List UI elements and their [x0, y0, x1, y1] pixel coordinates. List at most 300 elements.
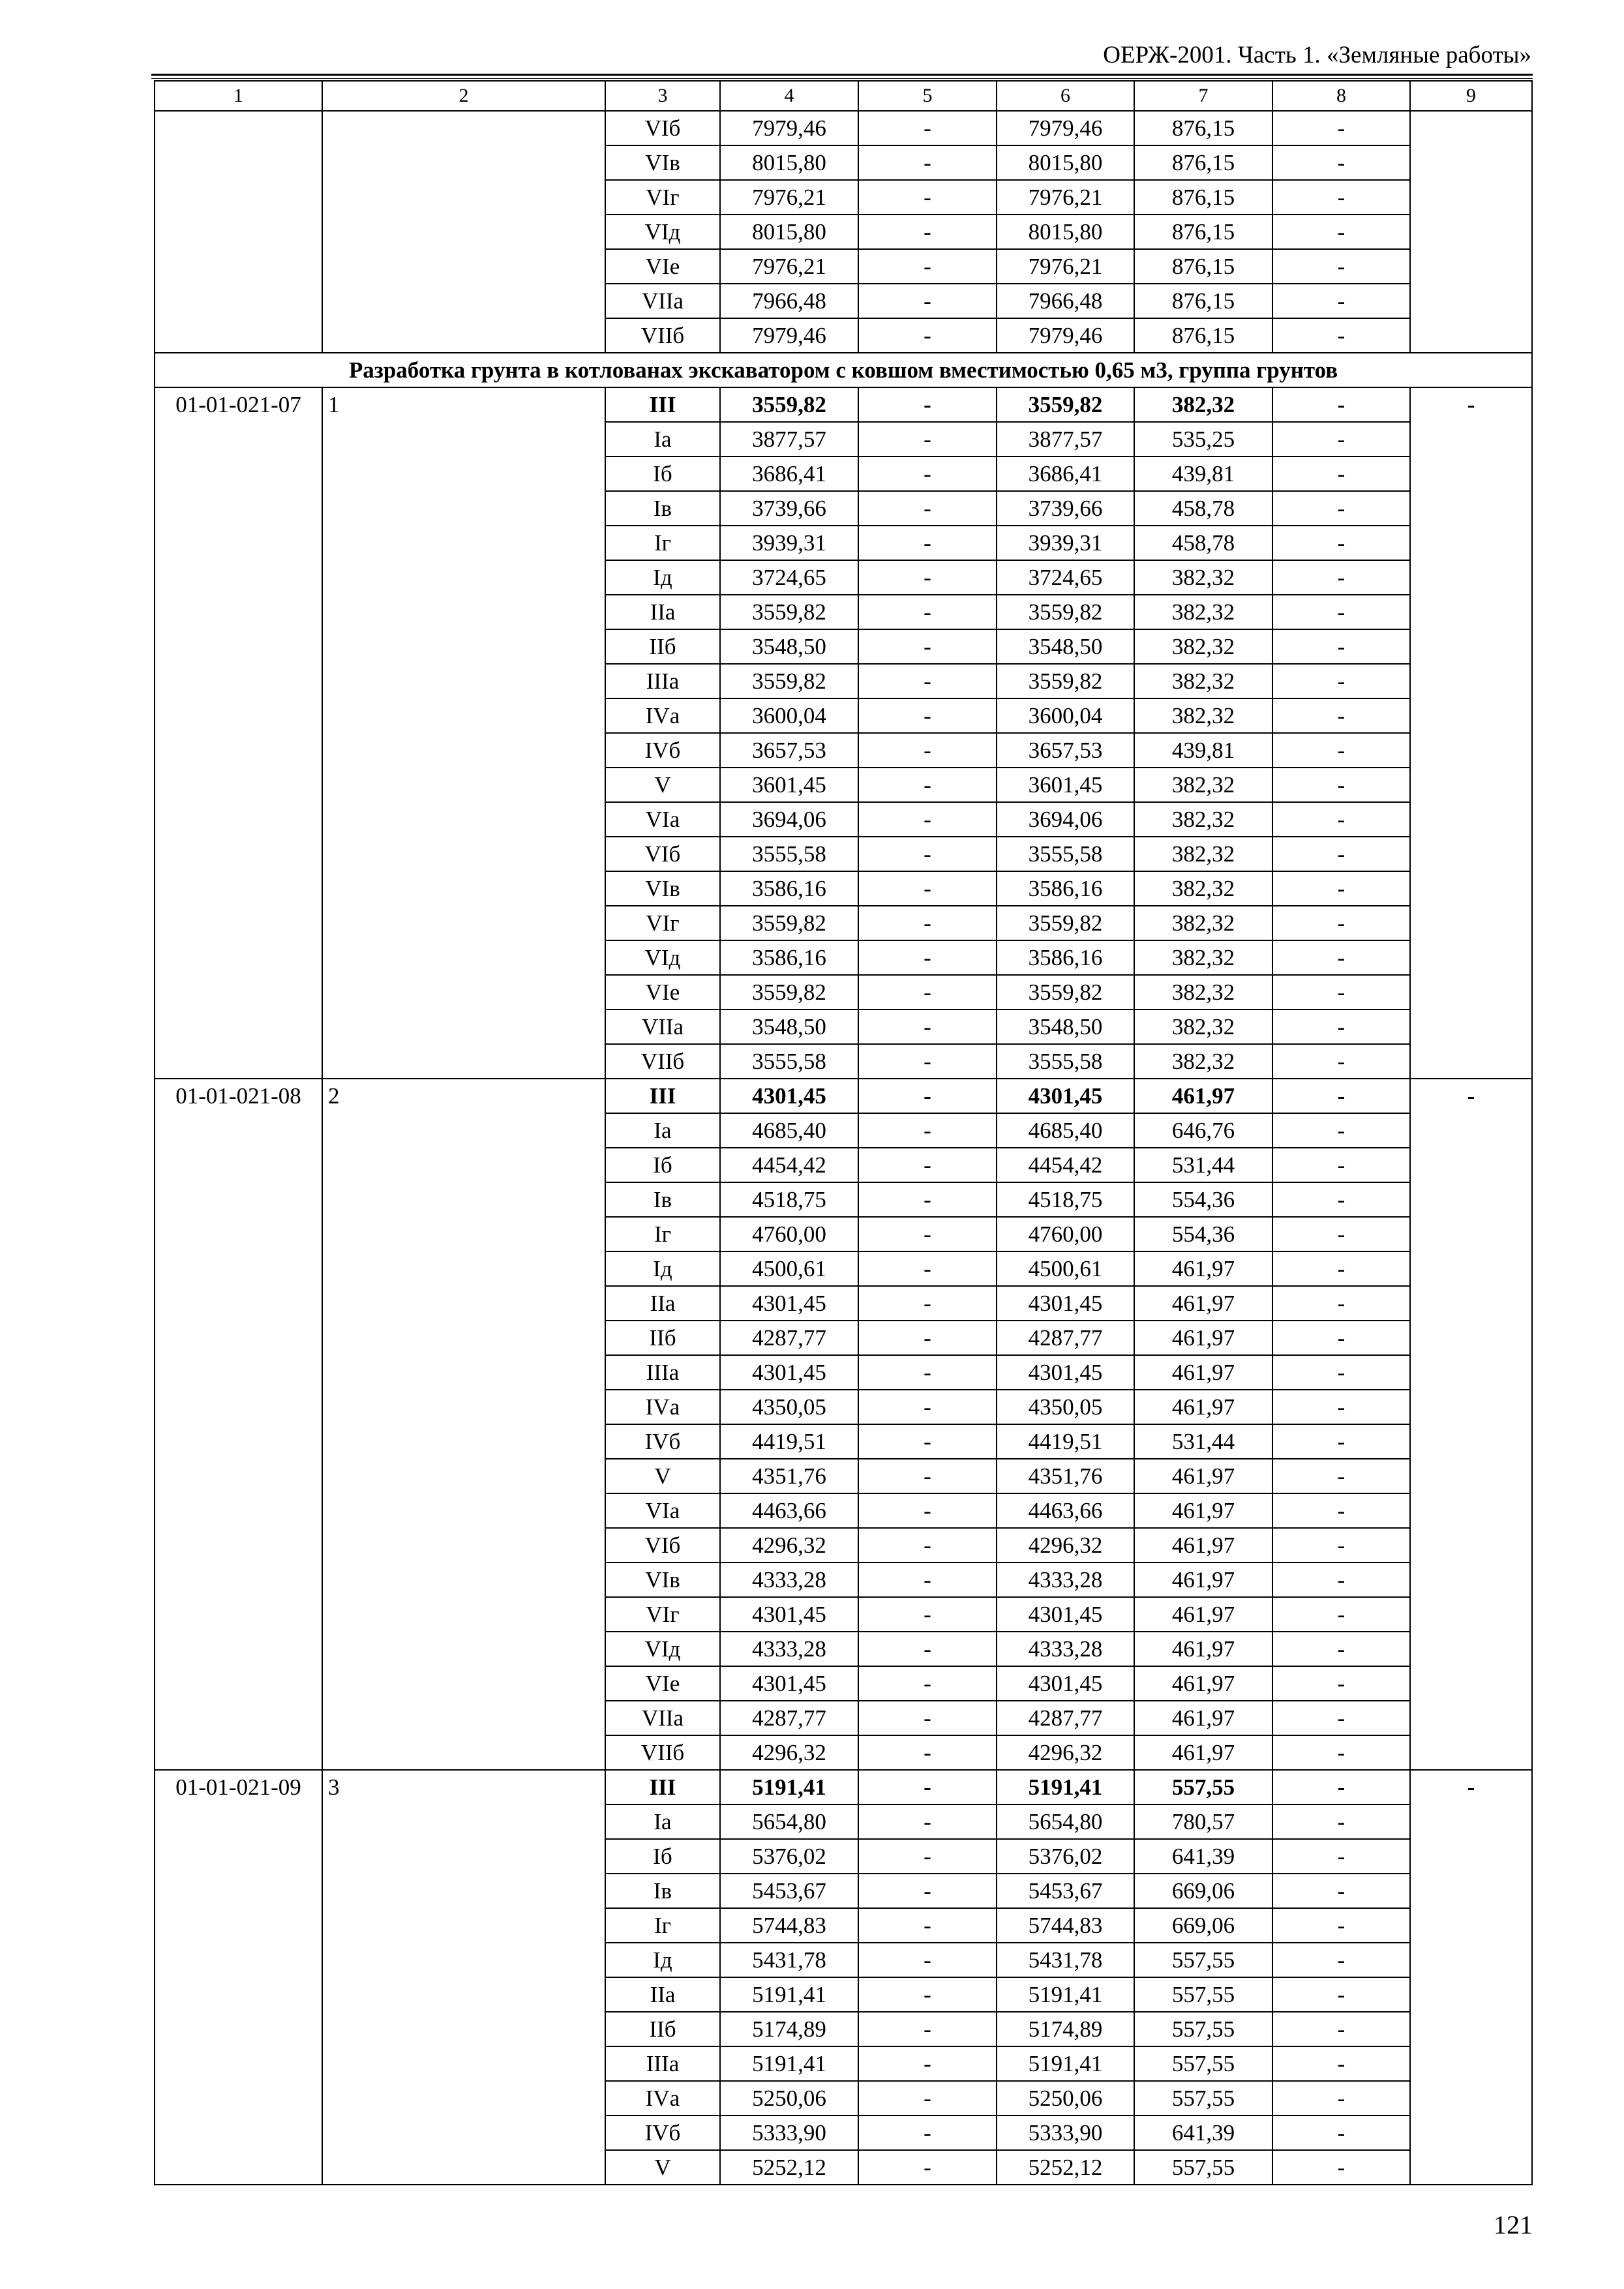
value-col6-cell: 4296,32	[997, 1735, 1134, 1770]
value-col5-cell: -	[858, 1493, 997, 1528]
soil-group-cell: Iв	[605, 1182, 720, 1217]
column-number-cell: 2	[322, 81, 605, 111]
value-col6-cell: 4287,77	[997, 1701, 1134, 1735]
value-col5-cell: -	[858, 1079, 997, 1113]
value-col8-cell: -	[1272, 940, 1410, 975]
value-col8-cell: -	[1272, 1977, 1410, 2012]
soil-group-cell: Iг	[605, 526, 720, 560]
soil-group-cell: Iб	[605, 1839, 720, 1874]
soil-group-cell: V	[605, 2150, 720, 2185]
soil-group-cell: IVа	[605, 2081, 720, 2116]
value-col7-cell: 461,97	[1134, 1321, 1272, 1355]
value-col8-cell: -	[1272, 1424, 1410, 1459]
value-col4-cell: 5191,41	[720, 2046, 858, 2081]
value-col6-cell: 4500,61	[997, 1251, 1134, 1286]
value-col5-cell: -	[858, 111, 997, 145]
value-col6-cell: 7966,48	[997, 284, 1134, 318]
value-col7-cell: 557,55	[1134, 2012, 1272, 2046]
table-row	[155, 1770, 1532, 1804]
value-col8-cell: -	[1272, 180, 1410, 215]
value-col6-cell: 4419,51	[997, 1424, 1134, 1459]
soil-group-cell: VIв	[605, 871, 720, 906]
value-col9-cell: -	[1410, 387, 1532, 1079]
value-col4-cell: 4333,28	[720, 1632, 858, 1666]
soil-group-cell: Iд	[605, 560, 720, 595]
value-col6-cell: 3686,41	[997, 456, 1134, 491]
soil-group-cell: IIа	[605, 1977, 720, 2012]
value-col8-cell: -	[1272, 698, 1410, 733]
value-col8-cell: -	[1272, 1493, 1410, 1528]
value-col6-cell: 3548,50	[997, 1010, 1134, 1044]
value-col5-cell: -	[858, 1666, 997, 1701]
section-title-row	[155, 353, 1532, 387]
value-col4-cell: 4760,00	[720, 1217, 858, 1251]
value-col5-cell: -	[858, 180, 997, 215]
value-col6-cell: 5431,78	[997, 1943, 1134, 1977]
value-col8-cell: -	[1272, 2046, 1410, 2081]
value-col4-cell: 8015,80	[720, 145, 858, 180]
number-cell: 3	[322, 1770, 605, 2185]
soil-group-cell: VIе	[605, 975, 720, 1010]
value-col4-cell: 4685,40	[720, 1113, 858, 1148]
soil-group-cell: IIб	[605, 2012, 720, 2046]
value-col4-cell: 3586,16	[720, 871, 858, 906]
value-col4-cell: 4419,51	[720, 1424, 858, 1459]
soil-group-cell: IVб	[605, 1424, 720, 1459]
value-col7-cell: 458,78	[1134, 491, 1272, 526]
value-col5-cell: -	[858, 1010, 997, 1044]
value-col8-cell: -	[1272, 1839, 1410, 1874]
soil-group-cell: III	[605, 1770, 720, 1804]
value-col4-cell: 3555,58	[720, 837, 858, 871]
column-number-cell: 7	[1134, 81, 1272, 111]
column-numbers-row	[155, 81, 1532, 111]
value-col7-cell: 461,97	[1134, 1355, 1272, 1390]
value-col7-cell: 382,32	[1134, 1044, 1272, 1079]
soil-group-cell: IIа	[605, 1286, 720, 1321]
value-col6-cell: 5252,12	[997, 2150, 1134, 2185]
value-col6-cell: 4301,45	[997, 1355, 1134, 1390]
value-col5-cell: -	[858, 2116, 997, 2150]
number-cell: 2	[322, 1079, 605, 1770]
value-col7-cell: 646,76	[1134, 1113, 1272, 1148]
soil-group-cell: IVб	[605, 733, 720, 768]
value-col7-cell: 641,39	[1134, 1839, 1272, 1874]
value-col5-cell: -	[858, 145, 997, 180]
value-col6-cell: 7979,46	[997, 111, 1134, 145]
value-col8-cell: -	[1272, 975, 1410, 1010]
soil-group-cell: IVа	[605, 1390, 720, 1424]
value-col7-cell: 382,32	[1134, 975, 1272, 1010]
value-col8-cell: -	[1272, 2081, 1410, 2116]
value-col4-cell: 4296,32	[720, 1528, 858, 1563]
value-col6-cell: 7979,46	[997, 318, 1134, 353]
value-col7-cell: 382,32	[1134, 664, 1272, 698]
value-col4-cell: 3559,82	[720, 975, 858, 1010]
value-col6-cell: 4296,32	[997, 1528, 1134, 1563]
table-row	[155, 1079, 1532, 1113]
value-col6-cell: 5376,02	[997, 1839, 1134, 1874]
value-col7-cell: 876,15	[1134, 249, 1272, 284]
value-col6-cell: 3548,50	[997, 629, 1134, 664]
value-col7-cell: 461,97	[1134, 1735, 1272, 1770]
value-col4-cell: 8015,80	[720, 215, 858, 249]
value-col7-cell: 669,06	[1134, 1908, 1272, 1943]
value-col4-cell: 3686,41	[720, 456, 858, 491]
value-col4-cell: 5654,80	[720, 1804, 858, 1839]
soil-group-cell: VIб	[605, 837, 720, 871]
value-col8-cell: -	[1272, 1528, 1410, 1563]
value-col4-cell: 3559,82	[720, 595, 858, 629]
value-col4-cell: 4351,76	[720, 1459, 858, 1493]
value-col6-cell: 3739,66	[997, 491, 1134, 526]
value-col5-cell: -	[858, 1735, 997, 1770]
value-col4-cell: 3877,57	[720, 422, 858, 456]
soil-group-cell: Iд	[605, 1251, 720, 1286]
value-col5-cell: -	[858, 456, 997, 491]
soil-group-cell: VIIа	[605, 284, 720, 318]
value-col7-cell: 382,32	[1134, 837, 1272, 871]
value-col8-cell: -	[1272, 1908, 1410, 1943]
soil-group-cell: VIд	[605, 215, 720, 249]
value-col6-cell: 3724,65	[997, 560, 1134, 595]
value-col8-cell: -	[1272, 1079, 1410, 1113]
value-col7-cell: 461,97	[1134, 1528, 1272, 1563]
value-col7-cell: 531,44	[1134, 1148, 1272, 1182]
value-col6-cell: 3694,06	[997, 802, 1134, 837]
soil-group-cell: VIе	[605, 249, 720, 284]
value-col5-cell: -	[858, 1908, 997, 1943]
value-col5-cell: -	[858, 422, 997, 456]
value-col8-cell: -	[1272, 249, 1410, 284]
value-col5-cell: -	[858, 560, 997, 595]
value-col7-cell: 557,55	[1134, 2150, 1272, 2185]
value-col8-cell: -	[1272, 1251, 1410, 1286]
value-col6-cell: 5174,89	[997, 2012, 1134, 2046]
value-col8-cell: -	[1272, 526, 1410, 560]
value-col6-cell: 3657,53	[997, 733, 1134, 768]
soil-group-cell: IIIа	[605, 664, 720, 698]
value-col8-cell: -	[1272, 1390, 1410, 1424]
soil-group-cell: VIе	[605, 1666, 720, 1701]
value-col4-cell: 4301,45	[720, 1666, 858, 1701]
value-col7-cell: 557,55	[1134, 1977, 1272, 2012]
value-col6-cell: 3601,45	[997, 768, 1134, 802]
value-col5-cell: -	[858, 629, 997, 664]
value-col6-cell: 4463,66	[997, 1493, 1134, 1528]
value-col5-cell: -	[858, 1528, 997, 1563]
value-col5-cell: -	[858, 1977, 997, 2012]
value-col7-cell: 669,06	[1134, 1874, 1272, 1908]
value-col5-cell: -	[858, 1148, 997, 1182]
soil-group-cell: Iв	[605, 491, 720, 526]
value-col5-cell: -	[858, 1874, 997, 1908]
column-number-cell: 6	[997, 81, 1134, 111]
value-col8-cell: -	[1272, 733, 1410, 768]
value-col8-cell: -	[1272, 1666, 1410, 1701]
value-col7-cell: 439,81	[1134, 456, 1272, 491]
value-col9-cell: -	[1410, 1079, 1532, 1770]
value-col6-cell: 4301,45	[997, 1286, 1134, 1321]
header-rule-thin	[151, 78, 1533, 79]
value-col7-cell: 461,97	[1134, 1493, 1272, 1528]
value-col7-cell: 461,97	[1134, 1666, 1272, 1701]
value-col8-cell: -	[1272, 1943, 1410, 1977]
value-col8-cell: -	[1272, 560, 1410, 595]
value-col4-cell: 3600,04	[720, 698, 858, 733]
value-col6-cell: 5744,83	[997, 1908, 1134, 1943]
section-title: Разработка грунта в котлованах экскаватором с ковшом вместимостью 0,65 м3, группа грунтов	[155, 353, 1532, 387]
value-col6-cell: 4685,40	[997, 1113, 1134, 1148]
value-col7-cell: 382,32	[1134, 940, 1272, 975]
value-col5-cell: -	[858, 1321, 997, 1355]
value-col4-cell: 5174,89	[720, 2012, 858, 2046]
value-col4-cell: 4463,66	[720, 1493, 858, 1528]
value-col4-cell: 4287,77	[720, 1321, 858, 1355]
value-col8-cell: -	[1272, 1874, 1410, 1908]
value-col8-cell: -	[1272, 802, 1410, 837]
soil-group-cell: Iг	[605, 1217, 720, 1251]
soil-group-cell: VIг	[605, 906, 720, 940]
value-col5-cell: -	[858, 1390, 997, 1424]
soil-group-cell: Iг	[605, 1908, 720, 1943]
document-header: ОЕРЖ-2001. Часть 1. «Земляные работы»	[1103, 42, 1531, 68]
value-col4-cell: 4500,61	[720, 1251, 858, 1286]
soil-group-cell: III	[605, 1079, 720, 1113]
rates-table-body	[155, 81, 1532, 2185]
value-col7-cell: 382,32	[1134, 698, 1272, 733]
value-col6-cell: 4518,75	[997, 1182, 1134, 1217]
value-col6-cell: 3559,82	[997, 906, 1134, 940]
soil-group-cell: VIд	[605, 940, 720, 975]
value-col5-cell: -	[858, 768, 997, 802]
value-col7-cell: 382,32	[1134, 560, 1272, 595]
value-col5-cell: -	[858, 318, 997, 353]
value-col8-cell: -	[1272, 1010, 1410, 1044]
value-col4-cell: 5191,41	[720, 1770, 858, 1804]
code-cell: 01-01-021-07	[155, 387, 322, 1079]
value-col5-cell: -	[858, 1632, 997, 1666]
value-col8-cell: -	[1272, 1113, 1410, 1148]
soil-group-cell: VIв	[605, 1563, 720, 1597]
value-col8-cell: -	[1272, 1044, 1410, 1079]
value-col7-cell: 382,32	[1134, 906, 1272, 940]
value-col5-cell: -	[858, 215, 997, 249]
value-col4-cell: 3657,53	[720, 733, 858, 768]
value-col5-cell: -	[858, 387, 997, 422]
soil-group-cell: VIIа	[605, 1010, 720, 1044]
soil-group-cell: VIб	[605, 111, 720, 145]
value-col4-cell: 5191,41	[720, 1977, 858, 2012]
soil-group-cell: VIг	[605, 1597, 720, 1632]
table-row	[155, 111, 1532, 145]
value-col4-cell: 3555,58	[720, 1044, 858, 1079]
value-col4-cell: 3586,16	[720, 940, 858, 975]
soil-group-cell: IIб	[605, 1321, 720, 1355]
soil-group-cell: VIIб	[605, 1044, 720, 1079]
value-col5-cell: -	[858, 698, 997, 733]
soil-group-cell: IIа	[605, 595, 720, 629]
value-col4-cell: 3939,31	[720, 526, 858, 560]
value-col4-cell: 5250,06	[720, 2081, 858, 2116]
value-col8-cell: -	[1272, 145, 1410, 180]
value-col4-cell: 4301,45	[720, 1355, 858, 1390]
value-col6-cell: 3559,82	[997, 664, 1134, 698]
value-col6-cell: 3586,16	[997, 871, 1134, 906]
value-col6-cell: 3555,58	[997, 837, 1134, 871]
value-col4-cell: 3739,66	[720, 491, 858, 526]
value-col7-cell: 641,39	[1134, 2116, 1272, 2150]
value-col8-cell: -	[1272, 1632, 1410, 1666]
number-cell	[322, 111, 605, 353]
value-col5-cell: -	[858, 1182, 997, 1217]
value-col5-cell: -	[858, 1804, 997, 1839]
value-col8-cell: -	[1272, 491, 1410, 526]
value-col4-cell: 3548,50	[720, 629, 858, 664]
value-col7-cell: 461,97	[1134, 1459, 1272, 1493]
value-col6-cell: 5191,41	[997, 1977, 1134, 2012]
value-col6-cell: 5191,41	[997, 2046, 1134, 2081]
value-col4-cell: 3559,82	[720, 664, 858, 698]
code-cell: 01-01-021-08	[155, 1079, 322, 1770]
value-col7-cell: 554,36	[1134, 1182, 1272, 1217]
soil-group-cell: VIб	[605, 1528, 720, 1563]
value-col8-cell: -	[1272, 768, 1410, 802]
value-col4-cell: 3724,65	[720, 560, 858, 595]
value-col7-cell: 876,15	[1134, 215, 1272, 249]
value-col4-cell: 4350,05	[720, 1390, 858, 1424]
value-col7-cell: 876,15	[1134, 284, 1272, 318]
value-col6-cell: 3939,31	[997, 526, 1134, 560]
soil-group-cell: IIIа	[605, 1355, 720, 1390]
rates-table	[154, 80, 1533, 2185]
value-col8-cell: -	[1272, 1563, 1410, 1597]
page-number: 121	[1494, 2210, 1533, 2239]
value-col8-cell: -	[1272, 871, 1410, 906]
value-col5-cell: -	[858, 664, 997, 698]
value-col6-cell: 5191,41	[997, 1770, 1134, 1804]
value-col4-cell: 4454,42	[720, 1148, 858, 1182]
value-col5-cell: -	[858, 2012, 997, 2046]
value-col4-cell: 7966,48	[720, 284, 858, 318]
soil-group-cell: IVа	[605, 698, 720, 733]
value-col7-cell: 535,25	[1134, 422, 1272, 456]
value-col6-cell: 3559,82	[997, 975, 1134, 1010]
value-col8-cell: -	[1272, 906, 1410, 940]
value-col8-cell: -	[1272, 1735, 1410, 1770]
value-col8-cell: -	[1272, 456, 1410, 491]
value-col5-cell: -	[858, 2081, 997, 2116]
soil-group-cell: IVб	[605, 2116, 720, 2150]
value-col7-cell: 461,97	[1134, 1286, 1272, 1321]
value-col8-cell: -	[1272, 595, 1410, 629]
value-col6-cell: 3555,58	[997, 1044, 1134, 1079]
value-col5-cell: -	[858, 2046, 997, 2081]
value-col5-cell: -	[858, 837, 997, 871]
value-col5-cell: -	[858, 284, 997, 318]
value-col7-cell: 461,97	[1134, 1079, 1272, 1113]
value-col5-cell: -	[858, 1286, 997, 1321]
value-col8-cell: -	[1272, 1148, 1410, 1182]
value-col6-cell: 4350,05	[997, 1390, 1134, 1424]
value-col6-cell: 4301,45	[997, 1666, 1134, 1701]
value-col5-cell: -	[858, 1701, 997, 1735]
value-col6-cell: 3877,57	[997, 422, 1134, 456]
value-col6-cell: 4333,28	[997, 1563, 1134, 1597]
value-col4-cell: 5744,83	[720, 1908, 858, 1943]
value-col6-cell: 7976,21	[997, 249, 1134, 284]
value-col8-cell: -	[1272, 215, 1410, 249]
soil-group-cell: Iа	[605, 422, 720, 456]
value-col5-cell: -	[858, 1113, 997, 1148]
value-col5-cell: -	[858, 1217, 997, 1251]
value-col6-cell: 8015,80	[997, 145, 1134, 180]
value-col5-cell: -	[858, 871, 997, 906]
value-col5-cell: -	[858, 940, 997, 975]
header-rule	[151, 74, 1533, 76]
value-col7-cell: 461,97	[1134, 1251, 1272, 1286]
value-col5-cell: -	[858, 1839, 997, 1874]
value-col7-cell: 557,55	[1134, 2046, 1272, 2081]
value-col6-cell: 5250,06	[997, 2081, 1134, 2116]
value-col8-cell: -	[1272, 111, 1410, 145]
value-col4-cell: 3694,06	[720, 802, 858, 837]
value-col7-cell: 382,32	[1134, 595, 1272, 629]
value-col6-cell: 5333,90	[997, 2116, 1134, 2150]
value-col4-cell: 5333,90	[720, 2116, 858, 2150]
value-col8-cell: -	[1272, 1182, 1410, 1217]
value-col5-cell: -	[858, 526, 997, 560]
value-col7-cell: 382,32	[1134, 871, 1272, 906]
soil-group-cell: Iб	[605, 456, 720, 491]
value-col7-cell: 531,44	[1134, 1424, 1272, 1459]
value-col8-cell: -	[1272, 387, 1410, 422]
value-col8-cell: -	[1272, 1597, 1410, 1632]
value-col8-cell: -	[1272, 2012, 1410, 2046]
value-col7-cell: 382,32	[1134, 629, 1272, 664]
value-col5-cell: -	[858, 1355, 997, 1390]
value-col7-cell: 461,97	[1134, 1563, 1272, 1597]
soil-group-cell: VIв	[605, 145, 720, 180]
column-number-cell: 4	[720, 81, 858, 111]
value-col8-cell: -	[1272, 2150, 1410, 2185]
soil-group-cell: IIIа	[605, 2046, 720, 2081]
value-col5-cell: -	[858, 1424, 997, 1459]
value-col7-cell: 382,32	[1134, 802, 1272, 837]
value-col6-cell: 3586,16	[997, 940, 1134, 975]
soil-group-cell: III	[605, 387, 720, 422]
value-col6-cell: 8015,80	[997, 215, 1134, 249]
value-col8-cell: -	[1272, 629, 1410, 664]
value-col4-cell: 4301,45	[720, 1597, 858, 1632]
value-col5-cell: -	[858, 906, 997, 940]
value-col5-cell: -	[858, 1597, 997, 1632]
soil-group-cell: IIб	[605, 629, 720, 664]
value-col8-cell: -	[1272, 422, 1410, 456]
soil-group-cell: V	[605, 768, 720, 802]
value-col4-cell: 3548,50	[720, 1010, 858, 1044]
value-col8-cell: -	[1272, 1770, 1410, 1804]
value-col5-cell: -	[858, 1044, 997, 1079]
value-col8-cell: -	[1272, 284, 1410, 318]
value-col7-cell: 382,32	[1134, 387, 1272, 422]
value-col8-cell: -	[1272, 1355, 1410, 1390]
value-col6-cell: 3600,04	[997, 698, 1134, 733]
value-col7-cell: 557,55	[1134, 1770, 1272, 1804]
value-col7-cell: 876,15	[1134, 180, 1272, 215]
value-col8-cell: -	[1272, 664, 1410, 698]
value-col4-cell: 7976,21	[720, 180, 858, 215]
